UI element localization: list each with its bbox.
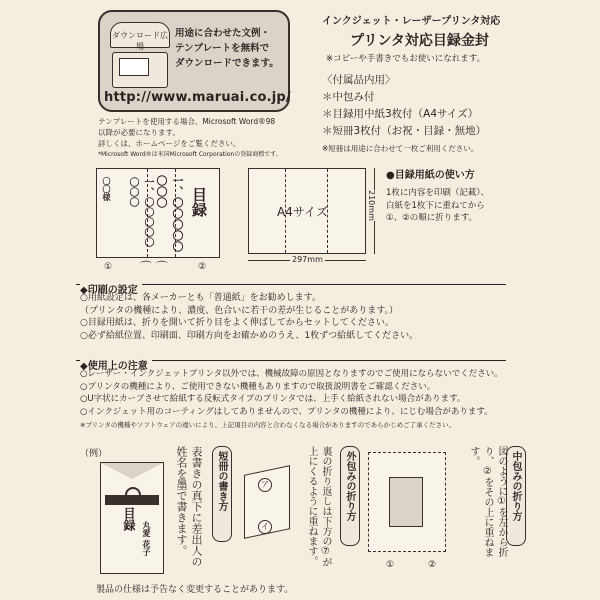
download-line: テンプレートを無料で [175, 43, 270, 54]
usage-section [386, 166, 506, 225]
usage-line: ①、②の順に折ります。 [386, 213, 478, 223]
print-setting-line: ○目録用紙は、折りを開いて折り目をよく伸ばしてからセットしてください。 [80, 318, 394, 328]
contents-heading: 〈付属品内用〉 [322, 74, 396, 86]
tanzaku-heading: 短冊の書き方 [212, 446, 232, 542]
mokuroku-sheet-diagram [96, 168, 220, 258]
contents-item: ＊目録用中紙3枚付（A4サイズ） [322, 108, 479, 120]
print-setting-line: ○用紙設定は、各メーカーとも「普通紙」をお勧めします。 [80, 293, 321, 303]
note-line: *Microsoft Word®は米国Microsoft Corporationの登録商標です。 [98, 151, 282, 158]
sample-amount-2: 一、〇〇〇〇〇〇〇〇 [155, 175, 184, 252]
caution-line: ○プリンタの機種により、ご使用できない機種もありますので取扱説明書をご確認ください。 [80, 381, 436, 392]
computer-icon [112, 52, 168, 88]
width-label: 297mm [292, 255, 323, 264]
usage-heading: ●目録用紙の使い方 [386, 170, 475, 181]
inner-fold-step-1: ① [386, 560, 395, 570]
product-title: プリンタ対応目録金封 [350, 33, 489, 49]
fold-step-1: ① [104, 262, 113, 272]
download-badge: ダウンロード広場 [110, 22, 170, 48]
fold-arrow-icon: ⌒ ⌒ [140, 260, 168, 274]
download-description [175, 26, 289, 71]
inner-package-icon [389, 477, 423, 527]
contents-note: ※短冊は用途に合わせて一枚ご利用ください。 [322, 144, 479, 153]
footer-note: 製品の仕様は予告なく変更することがあります。 [96, 585, 294, 595]
sample-amount: 一、〇〇〇〇〇〇〇〇 [127, 177, 153, 247]
caution-line: ○レーザー・インクジェットプリンタ以外では、機械故障の原因となりますのでご使用にならないでください。 [80, 369, 503, 379]
height-label: 210mm [367, 190, 376, 221]
marker-i: イ [258, 520, 272, 534]
print-settings-heading: ◆印刷の設定 [80, 278, 142, 297]
envelope-example [100, 462, 164, 574]
download-notes [98, 116, 310, 160]
a4-label: A4サイズ [277, 205, 328, 219]
caution-line: ○インクジェット用のコーティングはしてありませんので、プリンタの機種により、にじむ場合があります。 [80, 406, 493, 417]
sender-name: 丸愛 花子 [142, 521, 151, 556]
contents-item: ＊中包み付 [322, 91, 375, 103]
print-settings-list [80, 292, 520, 342]
cautions-list [80, 368, 520, 432]
envelope-mokuroku: 目録 [122, 507, 136, 531]
example-caption: 表書きの真下に差出人の姓名を墨で書きます。 [175, 446, 203, 567]
mokuroku-label: 目録 [190, 187, 208, 217]
contents-list [322, 72, 486, 157]
inner-fold-heading: 中包みの折り方 [506, 446, 526, 546]
usage-line: 白紙を1枚下に重ねてから [386, 200, 485, 211]
download-line: ダウンロードできます。 [175, 58, 279, 69]
print-setting-line: （プリンタの機種により、濃度、色合いに若干の差が生じることがあります。） [80, 305, 399, 316]
inner-fold-text: 図のように①を左から折り、②をその上に重ねます。 [468, 446, 507, 557]
sample-recipient: 〇〇様 [102, 177, 111, 201]
marker-a: ア [258, 478, 272, 492]
caution-line: ○U字状にカーブさせて給紙する反転式タイプのプリンタでは、上手く給紙されない場合があります。 [80, 394, 466, 404]
mizuhiki-knot-icon [125, 487, 141, 503]
caution-note: ※プリンタの機種やソフトウェアの違いにより、上記項目の内容と合わなくなる場合がありますのであらかじめご了承ください。 [80, 421, 456, 429]
download-line: 用途に合わせた文例・ [175, 28, 271, 39]
note-line: 詳しくは、ホームページをご覧ください。 [98, 139, 241, 148]
note-line: 以降が必要になります。 [98, 128, 180, 137]
note-line: テンプレートを使用する場合、Microsoft Word®98 [98, 117, 276, 126]
print-setting-line: ○必ず給紙位置、印刷面、印刷方向をお確かめのうえ、1枚ずつ給紙してください。 [80, 330, 419, 341]
cautions-heading: ◆使用上の注意 [80, 354, 152, 373]
product-note: ※コピーや手書きでもお使いになれます。 [326, 54, 486, 64]
outer-fold-diagram [368, 452, 446, 552]
outer-fold-text: 裏の折り返しは下方の⑦が上にくるように重ねます。 [306, 446, 331, 567]
outer-fold-heading: 外包みの折り方 [340, 446, 360, 546]
website-link[interactable]: http://www.maruai.co.jp/ [104, 90, 291, 105]
contents-item: ＊短冊3枚付（お祝・目録・無地） [322, 125, 487, 137]
usage-line: 1枚に内容を印刷（記載）、 [386, 188, 490, 198]
fold-step-2: ② [198, 262, 207, 272]
a4-sheet-diagram [248, 168, 366, 254]
inner-fold-step-2: ② [428, 560, 437, 570]
example-label: （例） [80, 449, 108, 459]
product-subtitle: インクジェット・レーザープリンタ対応 [322, 16, 501, 27]
